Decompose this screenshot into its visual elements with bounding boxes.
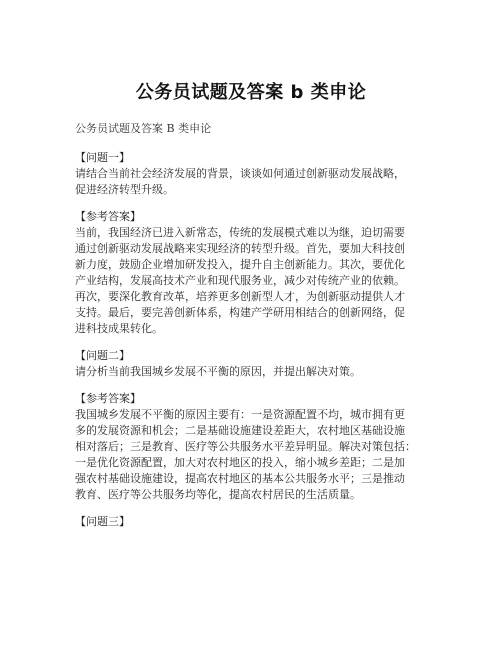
section-answer-2	[75, 391, 435, 503]
section-line: 新力度，鼓励企业增加研发投入，提升自主创新能力。其次，要优化	[75, 258, 405, 271]
section-line: 多的发展资源和机会；二是基础设施建设差距大，农村地区基础设施	[75, 424, 405, 437]
section-line: 我国城乡发展不平衡的原因主要有：一是资源配置不均，城市拥有更	[75, 408, 405, 421]
section-question-1	[75, 150, 435, 198]
section-line: 再次，要深化教育改革，培养更多创新型人才，为创新驱动提供人才	[75, 290, 405, 303]
section-heading: 【参考答案】	[75, 392, 141, 405]
section-line: 产业结构，发展高技术产业和现代服务业，减少对传统产业的依赖。	[75, 274, 405, 287]
section-answer-1	[75, 209, 435, 337]
section-line: 一是优化资源配置，加大对农村地区的投入，缩小城乡差距；二是加	[75, 456, 405, 469]
section-line: 相对落后；三是教育、医疗等公共服务水平差异明显。解决对策包括：	[75, 440, 416, 453]
section-line: 请分析当前我国城乡发展不平衡的原因，并提出解决对策。	[75, 365, 361, 378]
section-line: 教育、医疗等公共服务均等化，提高农村居民的生活质量。	[75, 488, 361, 501]
section-line: 支持。最后，要完善创新体系，构建产学研用相结合的创新网络，促	[75, 306, 405, 319]
section-heading: 【问题三】	[75, 515, 130, 528]
section-line: 促进经济转型升级。	[75, 183, 174, 196]
document-title: 公务员试题及答案 b 类申论	[135, 82, 367, 103]
section-heading: 【参考答案】	[75, 210, 141, 223]
section-line: 当前，我国经济已进入新常态，传统的发展模式难以为继，迫切需要	[75, 226, 405, 239]
section-question-3	[75, 514, 435, 530]
section-line: 强农村基础设施建设，提高农村地区的基本公共服务水平；三是推动	[75, 472, 405, 485]
section-line: 进科技成果转化。	[75, 322, 163, 335]
section-question-2	[75, 348, 435, 380]
section-line: 通过创新驱动发展战略来实现经济的转型升级。首先，要加大科技创	[75, 242, 405, 255]
section-heading: 【问题二】	[75, 349, 130, 362]
section-heading: 【问题一】	[75, 151, 130, 164]
section-line: 请结合当前社会经济发展的背景，谈谈如何通过创新驱动发展战略，	[75, 167, 405, 180]
document-body	[75, 121, 435, 541]
document-subtitle: 公务员试题及答案 B 类申论	[75, 122, 212, 135]
